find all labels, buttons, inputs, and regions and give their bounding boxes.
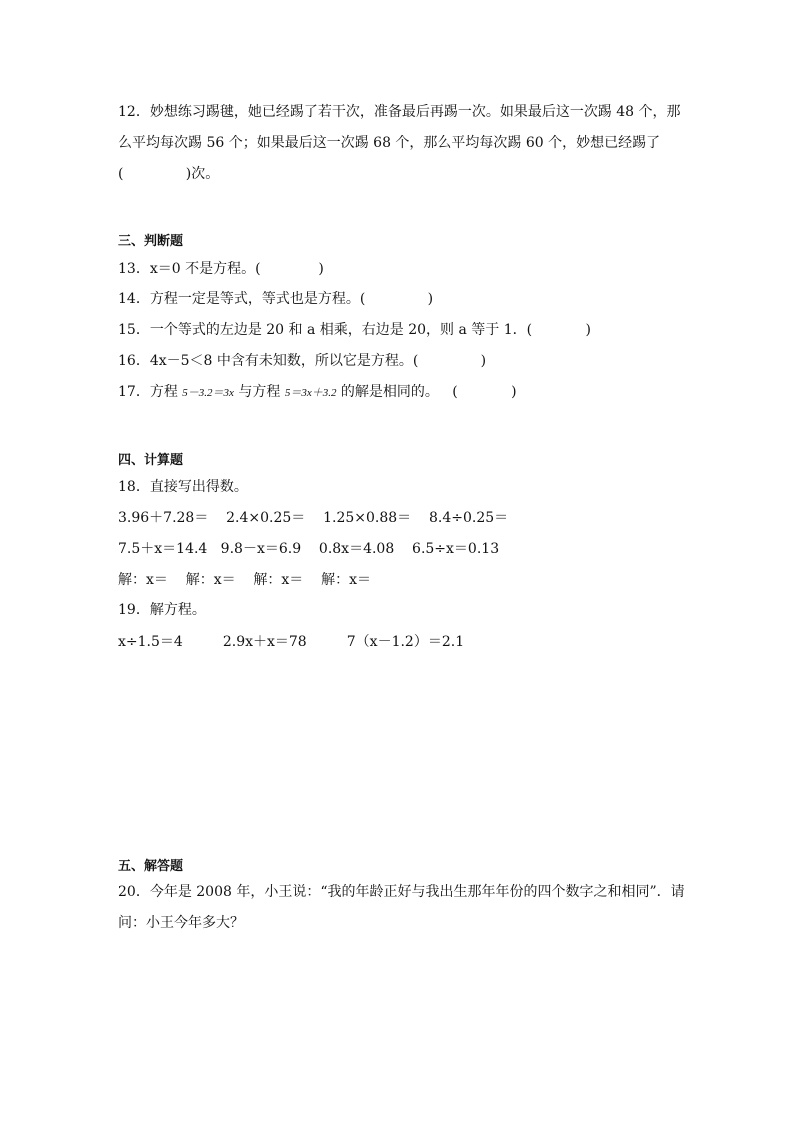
question-13: 13．x＝0 不是方程。( ) (118, 261, 324, 277)
section-4-heading: 四、计算题 (118, 453, 184, 468)
question-17-suffix: 的解是相同的。 ( ) (340, 384, 517, 400)
calc-row-2: 7.5＋x＝14.4 9.8－x＝6.9 0.8x＝4.08 6.5÷x＝0.13 (118, 541, 500, 557)
question-17-prefix: 17．方程 (118, 384, 178, 400)
question-20-line-1: 20．今年是 2008 年，小王说：“我的年龄正好与我出生那年年份的四个数字之和相同”．请 (118, 884, 685, 900)
section-5-heading: 五、解答题 (118, 859, 184, 874)
question-19: 19．解方程。 (118, 602, 206, 618)
equation-2: 5＝3x＋3.2 (284, 387, 337, 399)
question-12-line-2: 么平均每次踢 56 个；如果最后这一次踢 68 个，那么平均每次踢 60 个，妙想已经踢了 (118, 135, 661, 151)
question-16: 16．4x－5＜8 中含有未知数，所以它是方程。( ) (118, 353, 487, 369)
equation-1: 5－3.2＝3x (182, 387, 234, 399)
question-17 (118, 382, 517, 403)
question-15: 15．一个等式的左边是 20 和 a 相乘，右边是 20，则 a 等于 1．( ) (118, 322, 591, 338)
section-3-heading: 三、判断题 (118, 234, 184, 249)
equation-row: x÷1.5＝4 2.9x＋x＝78 7（x－1.2）＝2.1 (118, 634, 465, 650)
question-12-line-3: ( )次。 (118, 166, 220, 182)
question-12-line-1: 12．妙想练习踢毽，她已经踢了若干次，准备最后再踢一次。如果最后这一次踢 48 个，那 (118, 104, 681, 120)
question-14: 14．方程一定是等式，等式也是方程。( ) (118, 291, 434, 307)
question-20-line-2: 问：小王今年多大？ (118, 915, 244, 931)
question-17-mid: 与方程 (238, 384, 281, 400)
calc-row-1: 3.96＋7.28＝ 2.4×0.25＝ 1.25×0.88＝ 8.4÷0.25＝ (118, 510, 509, 526)
calc-row-3: 解：x＝ 解：x＝ 解：x＝ 解：x＝ (118, 572, 371, 588)
question-18: 18．直接写出得数。 (118, 479, 248, 495)
